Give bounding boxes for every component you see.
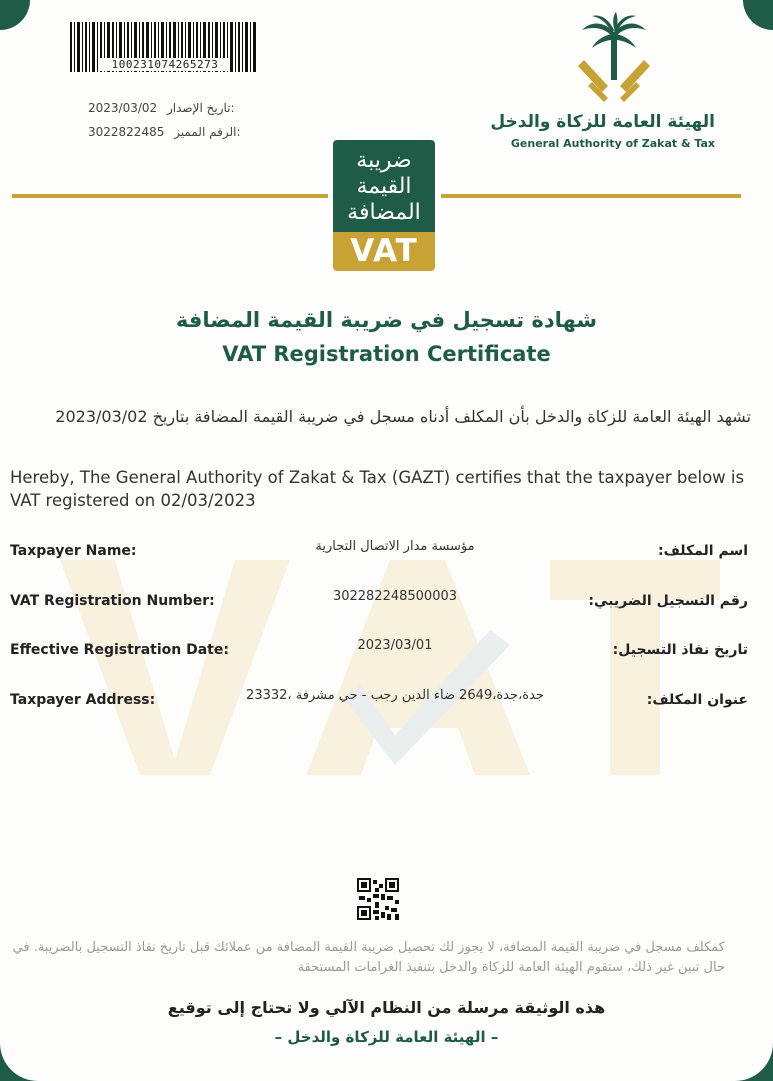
vat-logo	[333, 140, 435, 271]
field-value: 2023/03/01	[357, 638, 433, 653]
palm-tree-logo-icon	[572, 12, 656, 104]
field-label-ar: تاريخ نفاذ التسجيل:	[612, 642, 748, 658]
vat-logo-line: ضريبة	[356, 148, 412, 173]
corner-decoration	[743, 0, 773, 30]
unique-number-value: 3022822485	[88, 125, 165, 139]
field-label-en: VAT Registration Number:	[10, 593, 215, 609]
footer-system-note: هذه الوثيقة مرسلة من النظام الآلي ولا تحتاج إلى توقيع	[167, 998, 606, 1017]
barcode-number: 100231074265273	[100, 58, 230, 71]
vat-logo-arabic	[333, 140, 435, 232]
field-label-en: Taxpayer Address:	[10, 692, 156, 708]
unique-number-row	[88, 125, 241, 139]
qr-code-icon	[357, 878, 399, 920]
title-arabic: شهادة تسجيل في ضريبة القيمة المضافة	[175, 308, 598, 332]
title-english: VAT Registration Certificate	[222, 342, 551, 366]
divider-right	[441, 194, 741, 198]
field-registration-date	[10, 638, 748, 664]
field-vat-number	[10, 589, 748, 615]
vat-logo-line: القيمة	[356, 174, 412, 199]
field-taxpayer-address	[10, 688, 748, 714]
field-value: 302282248500003	[332, 589, 458, 604]
field-label-en: Taxpayer Name:	[10, 543, 137, 559]
field-taxpayer-name	[10, 539, 748, 565]
field-label-ar: اسم المكلف:	[658, 543, 748, 559]
issue-date-value: 2023/03/02	[88, 101, 158, 115]
vat-logo-english: VAT	[333, 232, 435, 271]
field-label-ar: رقم التسجيل الضريبي:	[588, 593, 748, 609]
issue-date-label: تاريخ الإصدار:	[167, 101, 235, 115]
divider-left	[12, 194, 328, 198]
field-label-en: Effective Registration Date:	[10, 642, 229, 658]
field-value: مؤسسة مدار الاتصال التجارية	[315, 539, 475, 554]
org-name-arabic: الهيئة العامة للزكاة والدخل	[490, 112, 715, 132]
certification-arabic: تشهد الهيئة العامة للزكاة والدخل بأن المكلف أدناه مسجل في ضريبة القيمة المضافة بتاريخ 2023/03/02	[55, 407, 751, 426]
footer-disclaimer: كمكلف مسجل في ضريبة القيمة المضافة، لا يجوز لك تحصيل ضريبة القيمة المضافة من عملائك قبل تاريخ نفاذ التسجيل بالضريبة. في حال تبين غير ذلك، ستقوم الهيئة العامة للزكاة والدخل بتنفيذ الغرامات المستحقة	[12, 940, 725, 975]
certification-english: Hereby, The General Authority of Zakat & Tax (GAZT) certifies that the taxpayer below is VAT registered on 02/03/2023	[10, 468, 745, 510]
org-name-english: General Authority of Zakat & Tax	[510, 137, 715, 150]
footer-signature: – الهيئة العامة للزكاة والدخل –	[274, 1028, 499, 1046]
corner-decoration	[0, 0, 30, 30]
vat-logo-line: المضافة	[347, 200, 421, 225]
field-value: جدة،جدة،2649 ضاء الدين رجب - حي مشرفة ،23332	[246, 688, 544, 703]
field-label-ar: عنوان المكلف:	[646, 692, 748, 708]
issue-date-row	[88, 101, 235, 115]
unique-number-label: الرقم المميز:	[174, 125, 241, 139]
